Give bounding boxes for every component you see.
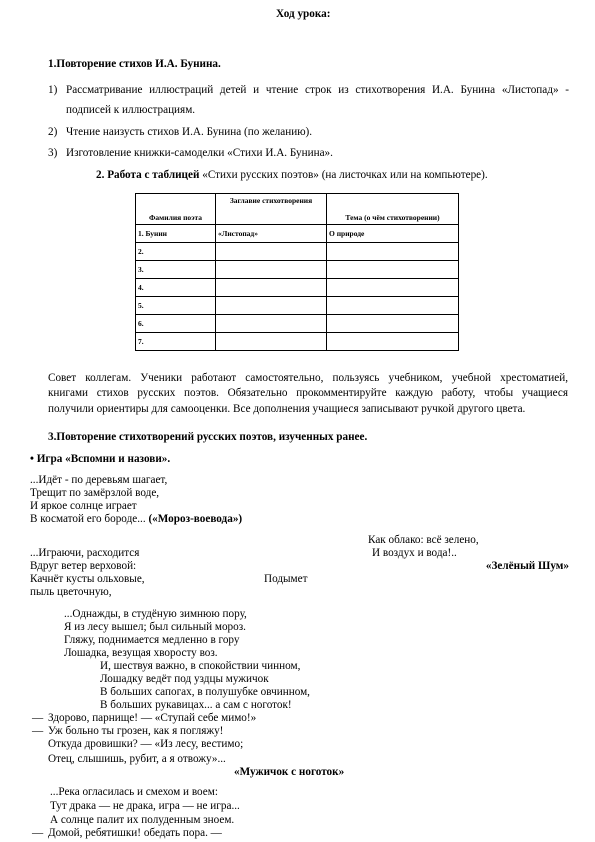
table-cell <box>327 243 459 261</box>
table-row <box>136 261 459 279</box>
table-cell <box>327 261 459 279</box>
poem-line: Лошадку ведёт под уздцы мужичок <box>100 673 269 685</box>
poem-line: Лошадка, везущая хворосту воз. <box>64 647 218 659</box>
game-heading <box>30 452 170 466</box>
poem-line: И, шествуя важно, в спокойствии чинном, <box>100 660 301 672</box>
table-row <box>136 315 459 333</box>
bullet: • <box>30 453 34 465</box>
table-header-row <box>136 194 459 225</box>
table-row <box>136 333 459 351</box>
table-row <box>136 279 459 297</box>
table-cell: 1. Бунин <box>136 225 216 243</box>
list-item-text: Чтение наизусть стихов И.А. Бунина (по желанию). <box>66 126 313 138</box>
poem-line: Гляжу, поднимается медленно в гору <box>64 634 240 646</box>
list-item-number: 2) <box>48 126 58 138</box>
poem-line: Я из лесу вышел; был сильный мороз. <box>64 621 246 633</box>
table-cell <box>216 279 327 297</box>
poem-line: И воздух и вода!.. <box>372 547 457 559</box>
list-item-text: Рассматривание иллюстраций детей и чтение строк из стихотворения И.А. Бунина «Листопад» - <box>66 84 569 96</box>
poem-answer: «Зелёный Шум» <box>485 560 569 572</box>
page-title: Ход урока: <box>276 8 331 20</box>
section2-heading <box>96 168 488 182</box>
table-cell: 5. <box>136 297 216 315</box>
table-cell: О природе <box>327 225 459 243</box>
poem-line-text: В косматой его бороде... <box>30 513 149 525</box>
table-cell: 3. <box>136 261 216 279</box>
table-cell <box>216 243 327 261</box>
list-item-text: подписей к иллюстрациям. <box>66 104 196 116</box>
table-cell: 2. <box>136 243 216 261</box>
dash: — <box>32 827 44 839</box>
table-row <box>136 243 459 261</box>
table-cell <box>216 261 327 279</box>
list-item-text: Изготовление книжки-самоделки «Стихи И.А. Бунина». <box>66 147 333 159</box>
advice-line: получили ориентиры для самооценки. Все дополнения учащиеся записывают ручкой другого цвета. <box>48 403 526 415</box>
poem-line: А солнце палит их полуденным зноем. <box>50 814 235 826</box>
advice-line: Совет коллегам. Ученики работают самостоятельно, пользуясь учебником, учебной хрестоматией, <box>48 372 568 384</box>
list-item-number: 3) <box>48 147 58 159</box>
list-item-number: 1) <box>48 84 58 96</box>
poem-line: ...Идёт - по деревьям шагает, <box>30 474 168 486</box>
section1-heading: 1.Повторение стихов И.А. Бунина. <box>48 58 221 70</box>
dash: — <box>32 725 44 737</box>
dash: — <box>32 712 44 724</box>
poem-line: Качнёт кусты ольховые, <box>30 573 145 585</box>
poem-line: Тут драка — не драка, игра — не игра... <box>50 800 240 812</box>
table-header-cell: Фамилия поэта <box>136 194 216 225</box>
dialog-line <box>32 724 223 738</box>
dialog-line: Отец, слышишь, рубит, а я отвожу»... <box>48 753 226 765</box>
game-title: Игра «Вспомни и назови». <box>36 453 171 465</box>
section2-heading-bold: 2. Работа с таблицей <box>96 169 200 181</box>
table-cell <box>327 315 459 333</box>
poem-line: ...Играючи, расходится <box>30 547 140 559</box>
dialog-text: Здорово, парнище! — «Ступай себе мимо!» <box>48 712 257 724</box>
poem-answer: («Мороз-воевода») <box>148 513 243 525</box>
table-cell: 6. <box>136 315 216 333</box>
table-cell: 4. <box>136 279 216 297</box>
advice-line: книгами стихов русских поэтов. Обязательно прокомментируйте каждую работу, чтобы учащиеся <box>48 387 568 399</box>
table-header-cell: Заглавие стихотворения <box>216 194 327 225</box>
table-cell <box>327 279 459 297</box>
dialog-line <box>32 711 256 725</box>
table-header-cell: Тема (о чём стихотворении) <box>327 194 459 225</box>
poem-line: В больших рукавицах... а сам с ноготок! <box>100 699 292 711</box>
poem-line: В больших сапогах, в полушубке овчинном, <box>100 686 310 698</box>
table-cell <box>327 297 459 315</box>
table-cell: «Листопад» <box>216 225 327 243</box>
poem-line: Трещит по замёрзлой воде, <box>30 487 160 499</box>
poem-line: ...Река огласилась и смехом и воем: <box>50 786 218 798</box>
section2-heading-rest: «Стихи русских поэтов» (на листочках или на компьютере). <box>199 169 488 181</box>
table-row <box>136 297 459 315</box>
table-cell <box>327 333 459 351</box>
dialog-line: Откуда дровишки? — «Из лесу, вестимо; <box>48 738 244 750</box>
poem-answer: «Мужичок с ноготок» <box>234 766 345 778</box>
table-cell <box>216 315 327 333</box>
table-cell: 7. <box>136 333 216 351</box>
poem-line <box>30 512 242 526</box>
dialog-line <box>32 826 222 840</box>
dialog-text: Домой, ребятишки! обедать пора. — <box>48 827 222 839</box>
poem-line: Подымет <box>264 573 308 585</box>
dialog-text: Уж больно ты грозен, как я погляжу! <box>48 725 224 737</box>
table-cell <box>216 333 327 351</box>
poem-line: И яркое солнце играет <box>30 500 137 512</box>
section3-heading: 3.Повторение стихотворений русских поэтов, изученных ранее. <box>48 431 368 443</box>
table-row <box>136 225 459 243</box>
poems-table <box>135 193 459 351</box>
table-cell <box>216 297 327 315</box>
poem-line: Как облако: всё зелено, <box>368 534 479 546</box>
poem-line: Вдруг ветер верховой: <box>30 560 137 572</box>
poem-line: пыль цветочную, <box>30 586 112 598</box>
poem-line: ...Однажды, в студёную зимнюю пору, <box>64 608 247 620</box>
